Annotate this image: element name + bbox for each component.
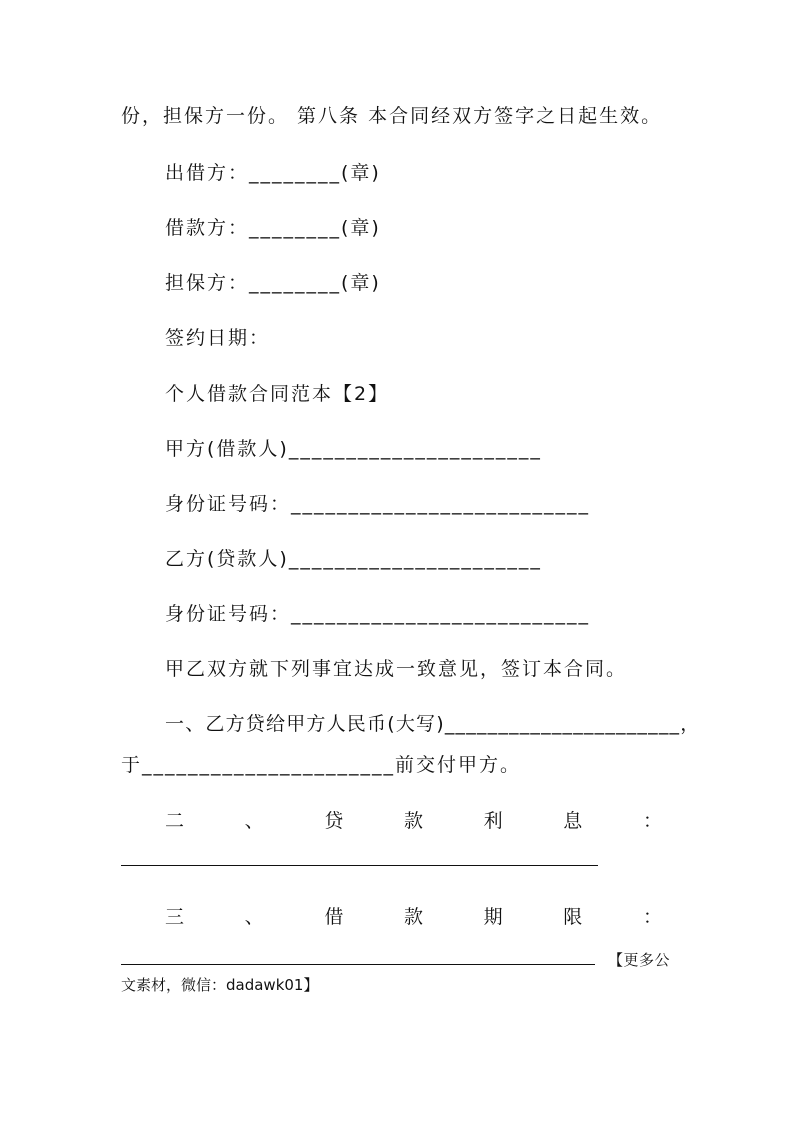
clause-2-char: 息 bbox=[563, 810, 583, 832]
clause-3-char: 三 bbox=[165, 906, 185, 928]
party-b-id-line: 身份证号码：__________________________ bbox=[165, 603, 591, 625]
clause-3-char: 款 bbox=[403, 906, 423, 928]
party-a-line: 甲方(借款人)______________________ bbox=[165, 438, 542, 460]
footer-promo-part2: 文素材，微信：dadawk01】 bbox=[121, 976, 319, 994]
guarantor-signature-line: 担保方：________(章) bbox=[165, 272, 381, 294]
clause-2-char: 、 bbox=[244, 810, 264, 832]
clause-2-char: 贷 bbox=[324, 810, 344, 832]
clause-3-char: 、 bbox=[244, 906, 264, 928]
clause-1-line: 一、乙方贷给甲方人民币(大写)______________________， bbox=[165, 713, 701, 735]
clause-3-heading bbox=[165, 904, 662, 930]
clause-2-char: ： bbox=[642, 810, 662, 832]
footer-promo-part1: 【更多公 bbox=[608, 951, 671, 969]
clause-2-char: 利 bbox=[483, 810, 503, 832]
borrower-signature-line: 借款方：________(章) bbox=[165, 217, 381, 239]
paragraph-continuation: 份，担保方一份。 第八条 本合同经双方签字之日起生效。 bbox=[121, 105, 663, 127]
contract-template-title: 个人借款合同范本【2】 bbox=[165, 383, 390, 405]
clause-2-char: 二 bbox=[165, 810, 185, 832]
clause-3-char: 借 bbox=[324, 906, 344, 928]
clause-2-blank bbox=[121, 865, 598, 866]
clause-1-continuation: 于______________________前交付甲方。 bbox=[121, 754, 522, 776]
signing-date-line: 签约日期： bbox=[165, 327, 271, 349]
clause-3-char: ： bbox=[642, 906, 662, 928]
agreement-statement: 甲乙双方就下列事宜达成一致意见，签订本合同。 bbox=[165, 658, 628, 680]
clause-2-heading bbox=[165, 808, 662, 834]
party-b-line: 乙方(贷款人)______________________ bbox=[165, 548, 542, 570]
party-a-id-line: 身份证号码：__________________________ bbox=[165, 493, 591, 515]
clause-2-char: 款 bbox=[403, 810, 423, 832]
clause-3-char: 限 bbox=[563, 906, 583, 928]
lender-signature-line: 出借方：________(章) bbox=[165, 162, 381, 184]
clause-3-char: 期 bbox=[483, 906, 503, 928]
clause-3-blank bbox=[121, 964, 595, 965]
